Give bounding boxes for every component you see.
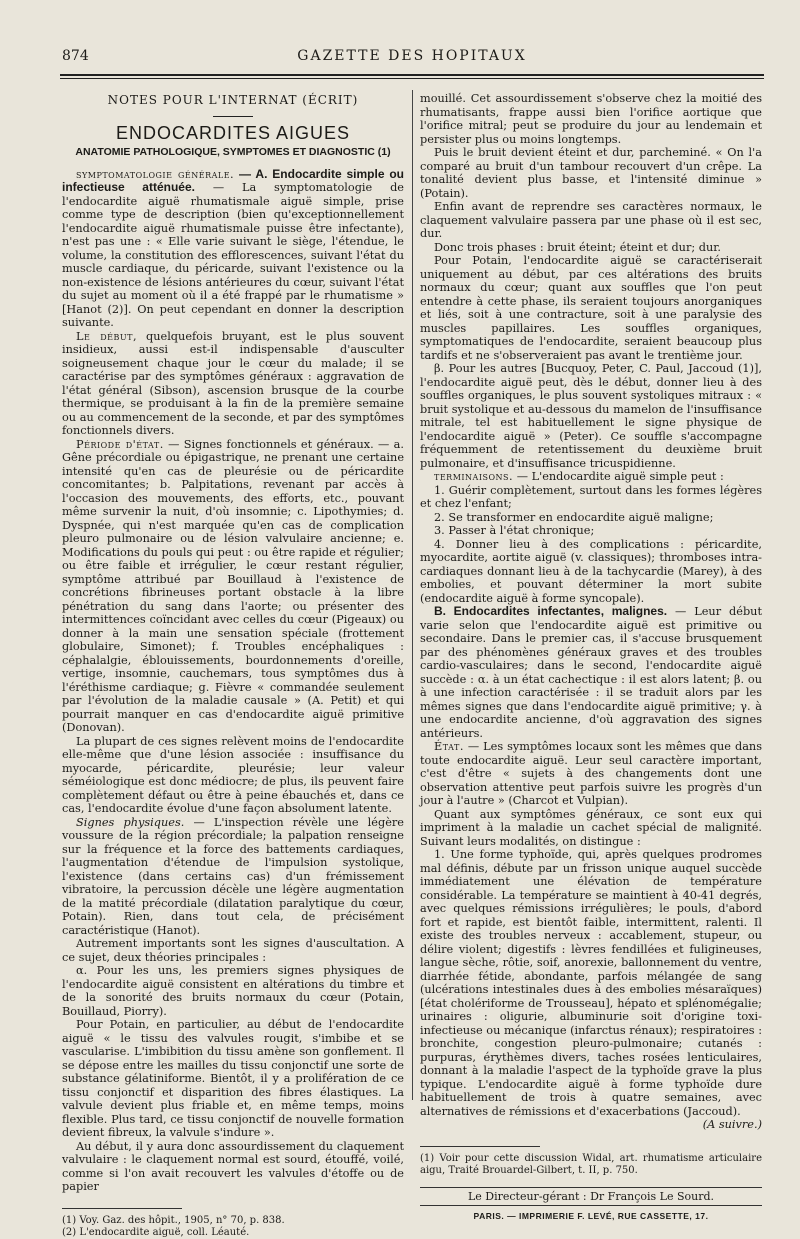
paragraph-text: — L'inspection révèle une légère voussure de la région précordiale; la palpation renseigne sur la fréquence et la force des battements cardiaques, l'augmentation d'étendue de l'impulsion systolique, l'existence (dans certains cas) d'un frémissement vibratoire, la percussion décèle une légère augmentation de la matité précordiale (dilatation paralytique du cœur, Potain). Rien, dans tout cela, de précisément caractéristique (Hanot). [62,815,404,937]
page-header [62,48,762,70]
paragraph [420,524,762,538]
article-subtitle: ANATOMIE PATHOLOGIQUE, SYMPTOMES ET DIAGNOSTIC (1) [75,146,391,158]
footnote-rule-right [420,1146,540,1147]
paragraph-text: Au début, il y aura donc assourdissement du claquement valvulaire : le claquement normal est sourd, étouffé, voilé, comme si l'on avait recouvert les valvules d'étoffe ou de papier [62,1139,404,1193]
paragraph-text: 2. Se transformer en endocardite aiguë maligne; [434,510,714,524]
section-heading: NOTES POUR L'INTERNAT (ÉCRIT) [107,93,359,107]
paragraph-sc: Période d'état. [76,437,164,451]
paragraph [62,735,404,816]
paragraph-text: 4. Donner lieu à des complications : péricardite, myocardite, aortite aiguë (v. classiques); thromboses intra-cardiaques donnant lieu à de la tachycardie (Marey), à des embolies, et pouvant déterminer la mort subite (endocardite aiguë à forme syncopale). [420,537,762,605]
header-rule [60,74,764,76]
paragraph [420,740,762,808]
paragraph-text: 3. Passer à l'état chronique; [434,524,595,537]
paragraph [420,538,762,606]
paragraph-text: — Leur début varie selon que l'endocardite aiguë est primitive ou secondaire. Dans le premier cas, il s'accuse brusquement par des phénomènes généraux graves et des troubles cardio-vasculaires; dans le second, l'endocardite aiguë succède : α. à un état cachectique : il est alors latent; β. ou à une infection caractérisée : il se traduit alors par les mêmes signes que dans l'endocardite aiguë primitive; γ. à une endocardite ancienne, d'où aggravation des signes antérieurs. [420,605,762,740]
paragraph [420,511,762,525]
paragraph [62,330,404,438]
paragraph [420,254,762,362]
paragraph-italic: Signes physiques. [76,815,185,829]
paragraph [62,168,404,330]
paragraph-text: 1. Une forme typhoïde, qui, après quelques prodromes mal définis, débute par un frisson unique auquel succède immédiatement une élévation de température considérable. La température se maintient à 40-41 degrés, avec quelques rémissions irrégulières; le pouls, d'abord fort et rapide, est bientôt faible, intermittent, ralenti. Il existe des troubles nerveux : accablement, stupeur, ou délire violent; digestifs : lèvres fendillées et fuligineuses, langue sèche, rôtie, soif, anorexie, ballonnement du ventre, diarrhée fétide, abondante, parfois mélangée de sang (ulcérations intestinales dues à des embolies mésaraïques) [état cholériforme de Trousseau], hépato et splénomégalie; urinaires : oligurie, albuminurie soit d'origine toxi-infectieuse ou mécanique (infarctus rénaux); respiratoires : bronchite, congestion pleuro-pulmonaire; cutanés : purpuras, érythèmes divers, taches rosées lenticulaires, donnant à la maladie l'aspect de la typhoïde grave la plus typique. L'endocardite aiguë à forme typhoïde dure habituellement de trois à quatre semaines, avec alternatives de rémissions et d'exacerbations (Jaccoud). [420,848,762,1118]
paragraph-text: Puis le bruit devient éteint et dur, parcheminé. « On l'a comparé au bruit d'un tambour recouvert d'un crêpe. La tonalité devient plus basse, et l'intensité diminue » (Potain). [420,146,762,200]
paragraph-text: β. Pour les autres [Bucquoy, Peter, C. Paul, Jaccoud (1)], l'endocardite aiguë peut, dès le début, donner lieu à des souffles organiques, le plus souvent systoliques mitraux : « bruit systolique et au-dessous du mamelon de l'insuffisance mitrale, tel est habituellement le signe physique de l'endocardite aiguë » (Peter). Ce souffle s'accompagne fréquemment de retentissement du deuxième bruit pulmonaire, et d'insuffisance tricuspidienne. [420,362,762,470]
paragraph [420,241,762,255]
paragraph-bold: B. Endocardites infectantes, malignes. [434,604,668,618]
paragraph-text: Enfin avant de reprendre ses caractères normaux, le claquement valvulaire passera par une phase où il est sec, dur. [420,200,762,240]
section-rule [213,116,253,117]
paragraph-text: Pour Potain, en particulier, au début de l'endocardite aiguë « le tissu des valvules rougit, s'imbibe et se vascularise. L'imbibition du tissu amène son gonflement. Il se dépose entre les mailles du tissu conjonctif une sorte de substance gélatiniforme. Bientôt, il y a prolifération de ce tissu conjonctif et disparition des fibres élastiques. La valvule devient plus friable et, en même temps, moins flexible. Plus tard, ce tissu conjonctif de nouvelle formation devient fibreux, la valvule s'indure ». [62,1018,404,1139]
paragraph [62,438,404,735]
left-column [62,92,404,1239]
paragraph [420,362,762,470]
paragraph-text: 1. Guérir complètement, surtout dans les formes légères et chez l'enfant; [420,483,762,510]
article-title: ENDOCARDITES AIGUES [115,122,351,143]
journal-title: GAZETTE DES HOPITAUX [297,48,527,64]
paragraph [420,848,762,1118]
paragraph-text: — Signes fonctionnels et généraux. — a. Gêne précordiale ou épigastrique, ne prenant une certaine intensité qu'en cas de pleurésie ou de péricardite concomitantes; b. Palpitations, revenant par accès à l'occasion des mouvements, des efforts, etc., pouvant même survenir la nuit, d'où insomnie; c. Lipothymies; d. Dyspnée, qui n'est marquée qu'en cas de complication pleuro pulmonaire ou de lésion valvulaire ancienne; e. Modifications du pouls qui peut : ou être rapide et régulier; ou être faible et irrégulier, le cœur restant régulier, symptôme attribué par Bouillaud à l'existence de concrétions fibrineuses portant obstacle à la libre pénétration du sang dans l'aorte; ou présenter des intermittences coïncidant avec celles du cœur (Pigeaux) ou donner à la main une sensation spéciale (frottement globulaire, Simonet); f. Troubles encéphaliques : céphalalgie, éblouissements, bourdonnements d'oreille, vertige, insomnie, cauchemars, tous symptômes dus à l'éréthisme cardiaque; g. Fièvre « commandée seulement par l'évolution de la maladie causale » (A. Petit) et qui pourrait manquer en cas d'endocardite aiguë primitive (Donovan). [62,437,404,734]
right-footnote: (1) Voir pour cette discussion Widal, art. rhumatisme articulaire aigu, Traité Brouardel-Gilbert, t. II, p. 750. [420,1152,762,1176]
to-be-continued: (A suivre.) [702,1118,762,1131]
paragraph [420,470,762,484]
paragraph-text: mouillé. Cet assourdissement s'observe chez la moitié des rhumatisants, frappe aussi bien l'orifice aortique que l'orifice mitral; peut se produire du jour au lendemain et persister plus ou moins longtemps. [420,92,762,146]
paragraph-sc: Le début [76,329,133,343]
paragraph [420,200,762,241]
paragraph-bold: — A. Endocardite simple ou infectieuse atténuée. [62,166,405,194]
paragraph-text: Autrement importants sont les signes d'auscultation. A ce sujet, deux théories principales : [62,937,404,964]
left-body [62,168,404,1194]
paragraph-text: Pour Potain, l'endocardite aiguë se caractériserait uniquement au début, par ces altérations des bruits normaux du cœur; quant aux souffles que l'on peut entendre à cette phase, ils seraient toujours anorganiques et liés, soit à une contracture, soit à une paralysie des muscles papillaires. Les souffles organiques, symptomatiques de l'endocardite, seraient beaucoup plus tardifs et ne s'observeraient pas avant le trentième jour. [420,254,762,362]
paragraph-text: α. Pour les uns, les premiers signes physiques de l'endocardite aiguë consistent en altérations du timbre et de la sonorité des bruits normaux du cœur (Potain, Bouillaud, Piorry). [62,964,404,1018]
paragraph-sc: symptomatologie générale. [76,167,235,181]
left-footnotes [62,1215,404,1239]
paragraph-text: , quelquefois bruyant, est le plus souvent insidieux, aussi est-il indispensable d'ausculter soigneusement chaque jour le cœur du malade; il se caractérise par des symptômes généraux : aggravation de l'état général (Sibson), ascension brusque de la courbe thermique, se produisant à la fin de la première semaine ou au commencement de la seconde, et par des symptômes fonctionnels divers. [62,329,404,437]
paragraph-text: — Les symptômes locaux sont les mêmes que dans toute endocardite aiguë. Leur seul caractère important, c'est d'être « sujets à des changements dont une observation attentive peut parfois suivre les progrès d'un jour à l'autre » (Charcot et Vulpian). [420,740,762,807]
paragraph-sc: État. [434,740,464,753]
paragraph [62,937,404,964]
footnote-rule [62,1208,182,1209]
paragraph-text: La plupart de ces signes relèvent moins de l'endocardite elle-même que d'une lésion associée : insuffisance du myocarde, péricardite, pleurésie; leur valeur séméiologique est donc médiocre; de plus, ils peuvent faire complètement défaut ou être à peine ébauchés et, dans ce cas, l'endocardite évolue d'une façon absolument latente. [62,734,404,815]
paragraph-sc: terminaisons. [434,470,514,483]
right-column [420,92,762,1224]
page-number: 874 [62,48,89,64]
header-rule-thin [60,78,764,79]
paragraph [62,816,404,938]
paragraph [420,808,762,849]
paragraph [62,1018,404,1140]
paragraph [420,484,762,511]
director-line: Le Directeur-gérant : Dr François Le Sourd. [420,1187,762,1207]
column-divider [412,90,413,1100]
printer-line: PARIS. — IMPRIMERIE F. LEVÉ, RUE CASSETTE, 17. [473,1211,709,1221]
paragraph [420,146,762,200]
paragraph-text: — L'endocardite aiguë simple peut : [513,470,724,483]
paragraph [62,964,404,1018]
paragraph [420,605,762,740]
paragraph-text: Quant aux symptômes généraux, ce sont eux qui impriment à la maladie un cachet spécial de malignité. Suivant leurs modalités, on distingue : [420,807,762,848]
paragraph-text: Donc trois phases : bruit éteint; éteint et dur; dur. [434,240,722,254]
paragraph-text: — La symptomatologie de l'endocardite aiguë rhumatismale aiguë simple, prise comme type de description (bien qu'exceptionnellement l'endocardite aiguë rhumatismale puisse être infectante), n'est pas une : « Elle varie suivant le siège, l'étendue, le volume, la constitution des efflorescences, suivant l'état du muscle cardiaque, du péricarde, suivant l'existence ou la non-existence de lésions antérieures du cœur, suivant l'état du sujet au moment où il a été frappé par le rhumatisme » [Hanot (2)]. On peut cependant en donner la description suivante. [62,181,404,329]
footnote: (1) Voy. Gaz. des hôpit., 1905, n° 70, p. 838. [62,1214,285,1226]
footnote: (2) L'endocardite aiguë, coll. Léauté. [62,1226,250,1238]
paragraph [62,1140,404,1194]
right-body [420,92,762,1118]
paragraph [420,92,762,146]
